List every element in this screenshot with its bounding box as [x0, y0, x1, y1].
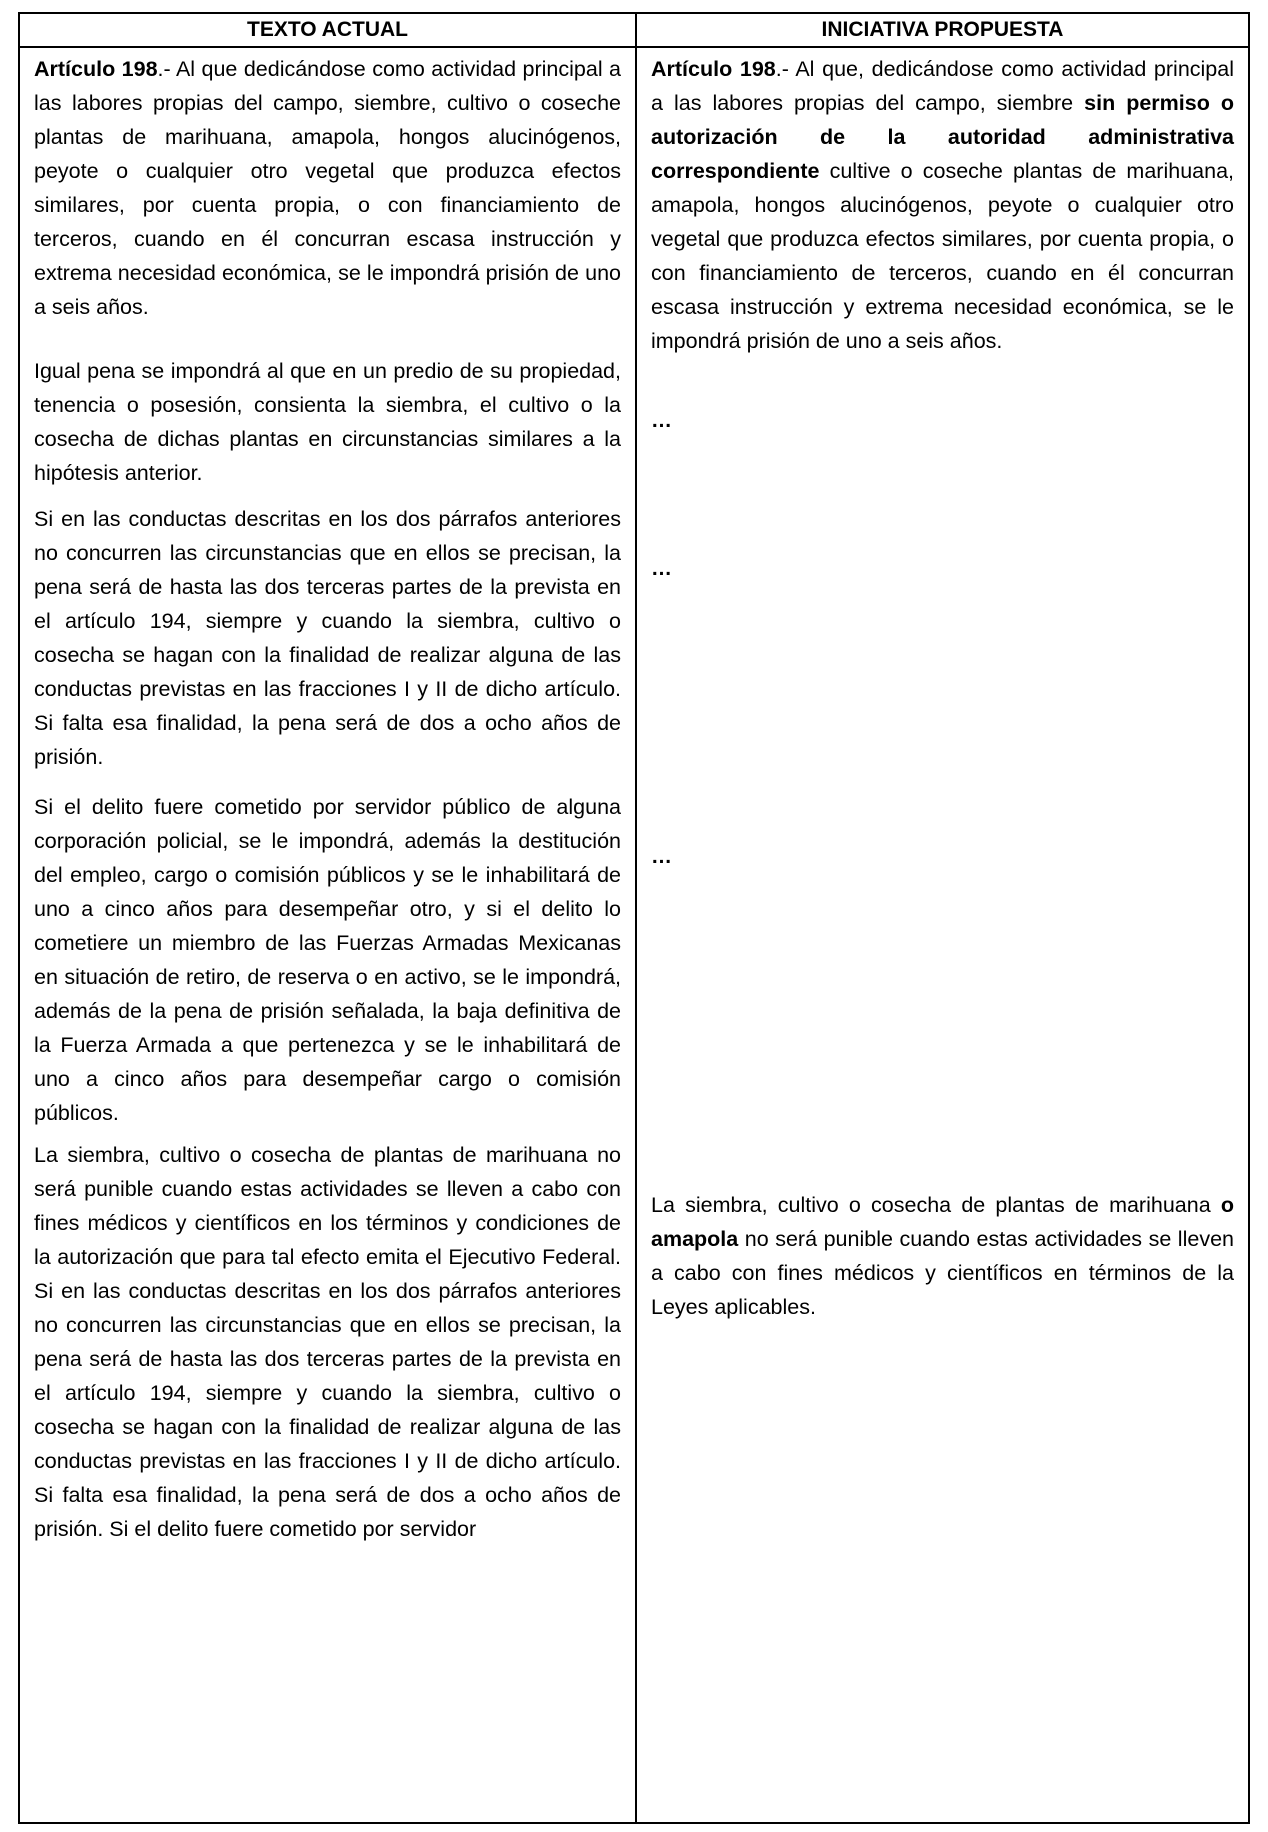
- right-paragraph-1-bold: sin permiso o autorización de la autoridad administrativa correspondiente: [651, 91, 1234, 183]
- table-body: [20, 48, 1248, 1822]
- header-iniciativa-propuesta: INICIATIVA PROPUESTA: [821, 18, 1064, 41]
- ellipsis-3: …: [651, 845, 672, 868]
- left-paragraph-2: Igual pena se impondrá al que en un predio de su propiedad, tenencia o posesión, consienta la siembra, el cultivo o la cosecha de dichas plantas en circunstancias similares a la hipótesis anterior.: [34, 359, 621, 485]
- comparison-table: [18, 12, 1250, 1824]
- right-column: [637, 48, 1248, 1822]
- left-paragraph-1: [34, 52, 621, 354]
- left-paragraph-4: Si el delito fuere cometido por servidor público de alguna corporación policial, se le impondrá, además la destitución del empleo, cargo o comisión públicos y se le inhabilitará de uno a cinco años para desempeñar otro, y si el delito lo cometiere un miembro de las Fuerzas Armadas Mexicanas en situación de retiro, de reserva o en activo, se le impondrá, además de la pena de prisión señalada, la baja definitiva de la Fuerza Armada a que pertenezca y se le inhabilitará de uno a cinco años para desempeñar cargo o comisión públicos.: [34, 795, 621, 1125]
- article-label: Artículo 198: [651, 57, 776, 81]
- ellipsis-1: …: [651, 409, 672, 432]
- header-texto-actual: TEXTO ACTUAL: [20, 14, 637, 46]
- left-paragraph-1-text: .- Al que dedicándose como actividad principal a las labores propias del campo, siembre, cultivo o coseche plantas de marihuana, amapola, hongos alucinógenos, peyote o cualquier otro vegetal que produzca efectos similares, por cuenta propia, o con financiamiento de terceros, cuando en él concurran escasa instrucción y extrema necesidad económica, se le impondrá prisión de uno a seis años.: [34, 57, 621, 319]
- right-paragraph-5: [651, 1188, 1234, 1324]
- right-paragraph-1-text-b: cultive o coseche plantas de marihuana, amapola, hongos alucinógenos, peyote o cualquier otro vegetal que produzca efectos similares, por cuenta propia, o con financiamiento de terceros, cuando en él concurran escasa instrucción y extrema necesidad económica, se le impondrá prisión de uno a seis años.: [651, 159, 1234, 353]
- table-header: [20, 14, 1248, 48]
- right-paragraph-5-text-b: no será punible cuando estas actividades se lleven a cabo con fines médicos y científicos en términos de la Leyes aplicables.: [651, 1227, 1234, 1319]
- article-label: Artículo 198: [34, 57, 158, 81]
- right-paragraph-5-bold: o amapola: [651, 1193, 1234, 1251]
- ellipsis-2: …: [651, 557, 672, 580]
- left-column: [20, 48, 637, 1822]
- right-paragraph-5-text-a: La siembra, cultivo o cosecha de plantas de marihuana: [651, 1193, 1221, 1217]
- left-paragraph-5: La siembra, cultivo o cosecha de plantas de marihuana no será punible cuando estas actividades se lleven a cabo con fines médicos y científicos en los términos y condiciones de la autorización que para tal efecto emita el Ejecutivo Federal. Si en las conductas descritas en los dos párrafos anteriores no concurren las circunstancias que en ellos se precisan, la pena será de hasta las dos terceras partes de la prevista en el artículo 194, siempre y cuando la siembra, cultivo o cosecha se hagan con la finalidad de realizar alguna de las conductas previstas en las fracciones I y II de dicho artículo. Si falta esa finalidad, la pena será de dos a ocho años de prisión. Si el delito fuere cometido por servidor: [34, 1143, 621, 1541]
- right-paragraph-1-text-a: .- Al que, dedicándose como actividad principal a las labores propias del campo, siembre: [651, 57, 1234, 115]
- right-paragraph-1: [651, 52, 1234, 404]
- left-paragraph-3: Si en las conductas descritas en los dos párrafos anteriores no concurren las circunstancias que en ellos se precisan, la pena será de hasta las dos terceras partes de la prevista en el artículo 194, siempre y cuando la siembra, cultivo o cosecha se hagan con la finalidad de realizar alguna de las conductas previstas en las fracciones I y II de dicho artículo. Si falta esa finalidad, la pena será de dos a ocho años de prisión.: [34, 507, 621, 769]
